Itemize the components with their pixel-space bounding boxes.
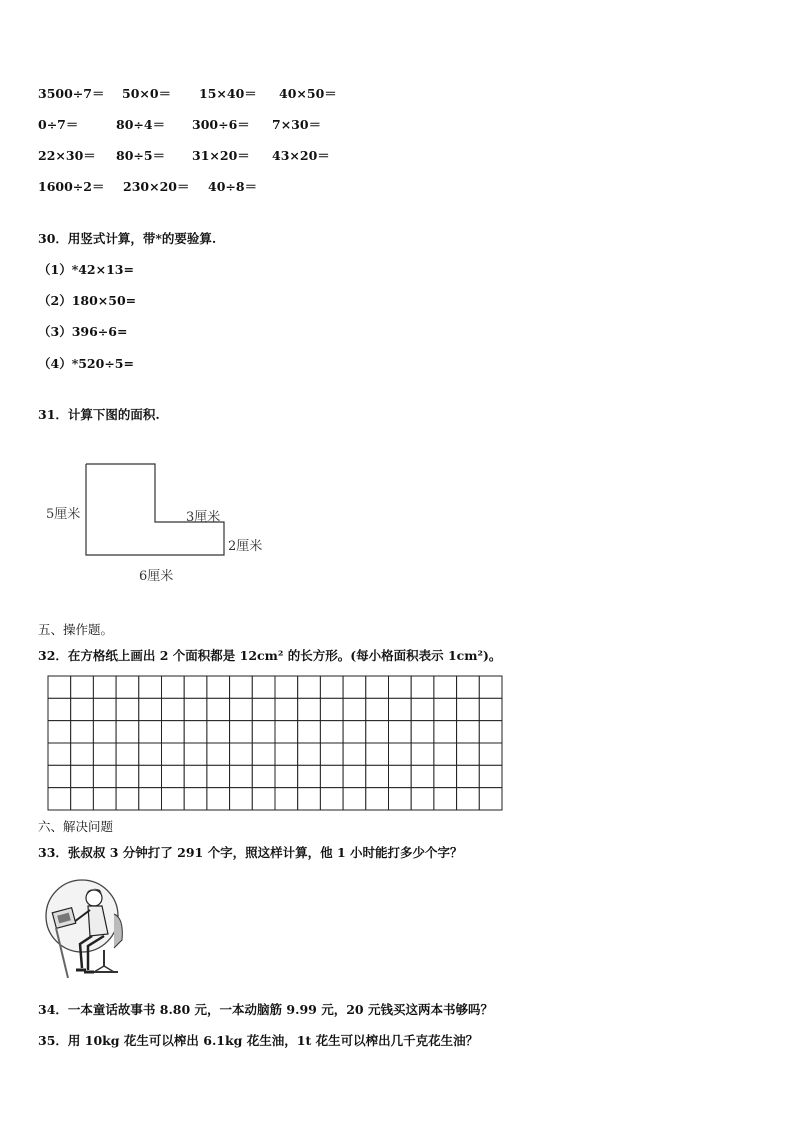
equation: 31×20＝	[192, 148, 250, 163]
square-grid-paper[interactable]	[47, 675, 503, 814]
question-31-title: 31．计算下图的面积.	[38, 407, 160, 422]
grid-cell[interactable]	[275, 721, 298, 743]
question-30-item: （2）180×50=	[38, 293, 137, 308]
grid-cell[interactable]	[434, 721, 457, 743]
grid-cell[interactable]	[162, 721, 185, 743]
grid-cell[interactable]	[230, 676, 253, 698]
grid-cell[interactable]	[139, 721, 162, 743]
grid-cell[interactable]	[275, 788, 298, 810]
grid-cell[interactable]	[207, 765, 230, 787]
grid-cell[interactable]	[139, 743, 162, 765]
grid-cell[interactable]	[434, 743, 457, 765]
grid-cell[interactable]	[298, 765, 321, 787]
equation: 1600÷2＝	[38, 179, 105, 194]
grid-cell[interactable]	[71, 765, 94, 787]
grid-cell[interactable]	[252, 676, 275, 698]
grid-cell[interactable]	[184, 743, 207, 765]
grid-cell[interactable]	[230, 743, 253, 765]
equation: 22×30＝	[38, 148, 96, 163]
label-bottom: 6厘米	[139, 569, 174, 584]
grid-cell[interactable]	[162, 743, 185, 765]
grid-cell[interactable]	[71, 676, 94, 698]
grid-cell[interactable]	[252, 788, 275, 810]
grid-cell[interactable]	[139, 788, 162, 810]
grid-cell[interactable]	[366, 765, 389, 787]
equation: 43×20＝	[272, 148, 330, 163]
grid-cell[interactable]	[457, 743, 480, 765]
equation: 50×0＝	[122, 86, 172, 101]
grid-cell[interactable]	[184, 721, 207, 743]
grid-cell[interactable]	[411, 743, 434, 765]
grid-cell[interactable]	[320, 676, 343, 698]
grid-cell[interactable]	[298, 721, 321, 743]
grid-cell[interactable]	[411, 765, 434, 787]
grid-cell[interactable]	[116, 743, 139, 765]
grid-cell[interactable]	[298, 698, 321, 720]
grid-cell[interactable]	[162, 676, 185, 698]
grid-cell[interactable]	[162, 788, 185, 810]
grid-cell[interactable]	[411, 676, 434, 698]
equation: 40÷8＝	[208, 179, 258, 194]
grid-cell[interactable]	[93, 721, 116, 743]
grid-cell[interactable]	[434, 676, 457, 698]
question-30-title: 30．用竖式计算，带*的要验算.	[38, 231, 217, 246]
grid-cell[interactable]	[411, 721, 434, 743]
label-left-side: 5厘米	[46, 507, 81, 522]
grid-cell[interactable]	[252, 721, 275, 743]
label-right-side: 2厘米	[228, 539, 263, 554]
grid-cell[interactable]	[93, 765, 116, 787]
grid-cell[interactable]	[48, 698, 71, 720]
grid-cell[interactable]	[207, 743, 230, 765]
grid-cell[interactable]	[389, 743, 412, 765]
grid-cell[interactable]	[162, 698, 185, 720]
section-6-heading: 六、解决问题	[38, 819, 114, 834]
grid-cell[interactable]	[457, 765, 480, 787]
grid-cell[interactable]	[275, 765, 298, 787]
grid-cell[interactable]	[320, 743, 343, 765]
grid-cell[interactable]	[139, 676, 162, 698]
grid-cell[interactable]	[48, 765, 71, 787]
question-35-title: 35．用 10kg 花生可以榨出 6.1kg 花生油，1t 花生可以榨出几千克花生油？	[38, 1033, 479, 1048]
question-30-item: （1）*42×13=	[38, 262, 134, 277]
equation: 40×50＝	[279, 86, 337, 101]
grid-cell[interactable]	[71, 698, 94, 720]
grid-cell[interactable]	[457, 721, 480, 743]
grid-cell[interactable]	[298, 743, 321, 765]
grid-cell[interactable]	[343, 698, 366, 720]
grid-cell[interactable]	[479, 676, 502, 698]
grid-cell[interactable]	[479, 788, 502, 810]
grid-cell[interactable]	[320, 788, 343, 810]
grid-cell[interactable]	[71, 743, 94, 765]
grid-cell[interactable]	[139, 698, 162, 720]
equation: 15×40＝	[199, 86, 257, 101]
grid-cell[interactable]	[230, 765, 253, 787]
grid-cell[interactable]	[184, 788, 207, 810]
grid-cell[interactable]	[230, 788, 253, 810]
grid-cell[interactable]	[252, 698, 275, 720]
question-30-item: （3）396÷6=	[38, 324, 128, 339]
grid-cell[interactable]	[366, 676, 389, 698]
grid-cell[interactable]	[93, 788, 116, 810]
grid-cell[interactable]	[457, 676, 480, 698]
equation: 300÷6＝	[192, 117, 250, 132]
grid-cell[interactable]	[48, 721, 71, 743]
grid-cell[interactable]	[116, 698, 139, 720]
equation: 3500÷7＝	[38, 86, 105, 101]
grid-cell[interactable]	[343, 676, 366, 698]
question-34-title: 34．一本童话故事书 8.80 元，一本动脑筋 9.99 元，20 元钱买这两本书够吗？	[38, 1002, 493, 1017]
grid-cell[interactable]	[184, 676, 207, 698]
question-30-item: （4）*520÷5=	[38, 356, 134, 371]
equation: 0÷7＝	[38, 117, 79, 132]
grid-cell[interactable]	[116, 788, 139, 810]
grid-cell[interactable]	[93, 743, 116, 765]
grid-cell[interactable]	[207, 676, 230, 698]
grid-cell[interactable]	[389, 676, 412, 698]
grid-cell[interactable]	[275, 743, 298, 765]
grid-cell[interactable]	[184, 765, 207, 787]
grid-cell[interactable]	[343, 765, 366, 787]
grid-cell[interactable]	[71, 721, 94, 743]
grid-cell[interactable]	[479, 721, 502, 743]
grid-cell[interactable]	[184, 698, 207, 720]
grid-cell[interactable]	[207, 721, 230, 743]
grid-cell[interactable]	[320, 698, 343, 720]
grid-cell[interactable]	[343, 788, 366, 810]
grid-cell[interactable]	[298, 676, 321, 698]
grid-cell[interactable]	[389, 721, 412, 743]
grid-cell[interactable]	[230, 721, 253, 743]
grid-cell[interactable]	[479, 743, 502, 765]
equation: 7×30＝	[272, 117, 322, 132]
question-32-title: 32．在方格纸上画出 2 个面积都是 12cm² 的长方形。(每小格面积表示 1cm²)。	[38, 648, 502, 663]
grid-cell[interactable]	[230, 698, 253, 720]
grid-cell[interactable]	[457, 698, 480, 720]
grid-cell[interactable]	[48, 788, 71, 810]
grid-cell[interactable]	[93, 698, 116, 720]
grid-cell[interactable]	[343, 743, 366, 765]
grid-cell[interactable]	[275, 676, 298, 698]
grid-cell[interactable]	[366, 743, 389, 765]
grid-cell[interactable]	[366, 698, 389, 720]
section-5-heading: 五、操作题。	[38, 622, 114, 637]
grid-cell[interactable]	[207, 698, 230, 720]
grid-cell[interactable]	[252, 743, 275, 765]
grid-cell[interactable]	[366, 721, 389, 743]
grid-cell[interactable]	[207, 788, 230, 810]
grid-cell[interactable]	[389, 765, 412, 787]
question-33-title: 33．张叔叔 3 分钟打了 291 个字，照这样计算，他 1 小时能打多少个字？	[38, 845, 463, 860]
grid-cell[interactable]	[411, 788, 434, 810]
grid-cell[interactable]	[434, 698, 457, 720]
equation: 80÷5＝	[116, 148, 166, 163]
grid-cell[interactable]	[343, 721, 366, 743]
typist-illustration	[44, 878, 130, 978]
label-step: 3厘米	[186, 510, 221, 525]
grid-cell[interactable]	[457, 788, 480, 810]
equation: 80÷4＝	[116, 117, 166, 132]
grid-cell[interactable]	[298, 788, 321, 810]
grid-cell[interactable]	[479, 765, 502, 787]
grid-cell[interactable]	[93, 676, 116, 698]
grid-cell[interactable]	[366, 788, 389, 810]
grid-cell[interactable]	[320, 765, 343, 787]
grid-cell[interactable]	[275, 698, 298, 720]
grid-cell[interactable]	[116, 676, 139, 698]
grid-cell[interactable]	[434, 788, 457, 810]
grid-cell[interactable]	[479, 698, 502, 720]
grid-cell[interactable]	[389, 698, 412, 720]
grid-cell[interactable]	[71, 788, 94, 810]
grid-cell[interactable]	[116, 721, 139, 743]
grid-cell[interactable]	[162, 765, 185, 787]
grid-cell[interactable]	[389, 788, 412, 810]
grid-cell[interactable]	[434, 765, 457, 787]
grid-cell[interactable]	[139, 765, 162, 787]
equation: 230×20＝	[123, 179, 190, 194]
grid-cell[interactable]	[320, 721, 343, 743]
grid-cell[interactable]	[252, 765, 275, 787]
grid-cell[interactable]	[411, 698, 434, 720]
grid-cell[interactable]	[116, 765, 139, 787]
grid-cell[interactable]	[48, 676, 71, 698]
grid-cell[interactable]	[48, 743, 71, 765]
